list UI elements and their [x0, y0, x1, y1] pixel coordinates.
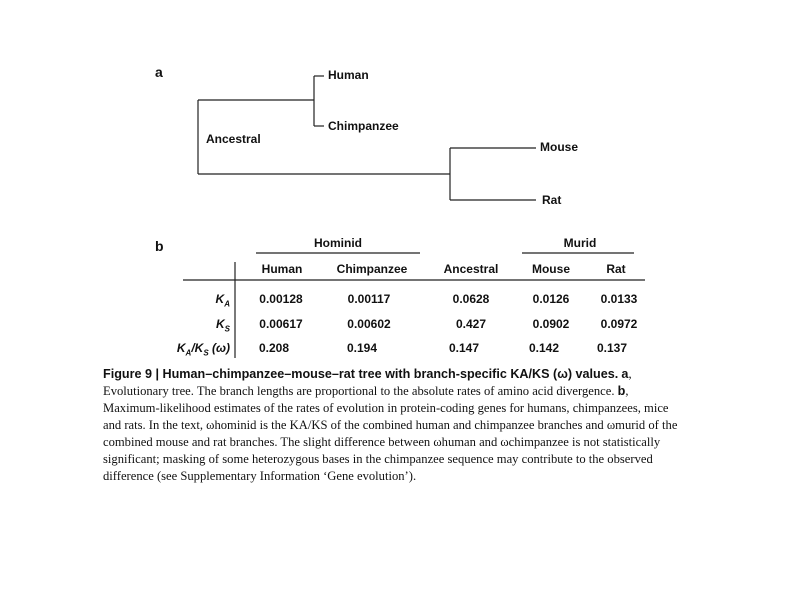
caption-a-letter: a [621, 367, 629, 381]
panel-b-letter: b [155, 238, 164, 254]
col-rat: Rat [606, 262, 626, 276]
caption-b-letter: b [617, 384, 626, 398]
col-human: Human [261, 262, 303, 276]
caption-a-text: , Evolutionary tree. The branch lengths are proportional to the absolute rates of amino acid divergence. [103, 367, 632, 398]
tree-leaf-rat: Rat [542, 193, 562, 207]
cell-ks-human: 0.00617 [259, 317, 303, 331]
group-murid: Murid [563, 236, 597, 250]
cell-kaks-human: 0.208 [258, 341, 290, 355]
col-chimpanzee: Chimpanzee [336, 262, 408, 276]
caption-head: Figure 9 | Human–chimpanzee–mouse–rat tree with branch-specific KA/KS (ω) values. [103, 367, 619, 381]
tree-root-label: Ancestral [206, 132, 261, 146]
cell-ka-ancestral: 0.0628 [452, 292, 490, 306]
tree-leaf-human: Human [328, 68, 369, 82]
col-ancestral: Ancestral [443, 262, 499, 276]
row-label-ka-ks: $K_A/K_S$ (ω) [176, 341, 230, 358]
cell-ks-chimpanzee: 0.00602 [347, 317, 391, 331]
row-label-ks: $K_S$ [215, 317, 230, 334]
cell-kaks-ancestral: 0.147 [448, 341, 480, 355]
cell-kaks-mouse: 0.142 [528, 341, 560, 355]
cell-ka-rat: 0.0133 [600, 292, 638, 306]
cell-ka-human: 0.00128 [259, 292, 303, 306]
col-mouse: Mouse [531, 262, 570, 276]
panel-a-letter: a [155, 64, 163, 80]
cell-kaks-rat: 0.137 [596, 341, 628, 355]
figure-caption [103, 366, 683, 485]
cell-ks-mouse: 0.0902 [532, 317, 570, 331]
cell-ks-rat: 0.0972 [600, 317, 638, 331]
cell-ka-mouse: 0.0126 [532, 292, 570, 306]
cell-ka-chimpanzee: 0.00117 [347, 292, 391, 306]
tree-leaf-mouse: Mouse [540, 140, 579, 154]
cell-ks-ancestral: 0.427 [455, 317, 487, 331]
row-label-ka: $K_A$ [215, 292, 230, 309]
group-hominid: Hominid [314, 236, 362, 250]
tree-leaf-chimpanzee: Chimpanzee [328, 119, 399, 133]
cell-kaks-chimpanzee: 0.194 [346, 341, 378, 355]
caption-b-text: , Maximum-likelihood estimates of the rates of evolution in protein-coding genes for humans, chimpanzees, mice and rats. In the text, ωhominid is the KA/KS of the combined human and chimpanzee branches and ωmurid of the combined mouse and rat branches. The slight difference between ωhuman and ωchimpanzee is not statistically significant; masking of some heterozygous bases in the chimpanzee sequence may contribute to the observed difference (see Supplementary Information ‘Gene evolution’). [103, 384, 678, 483]
